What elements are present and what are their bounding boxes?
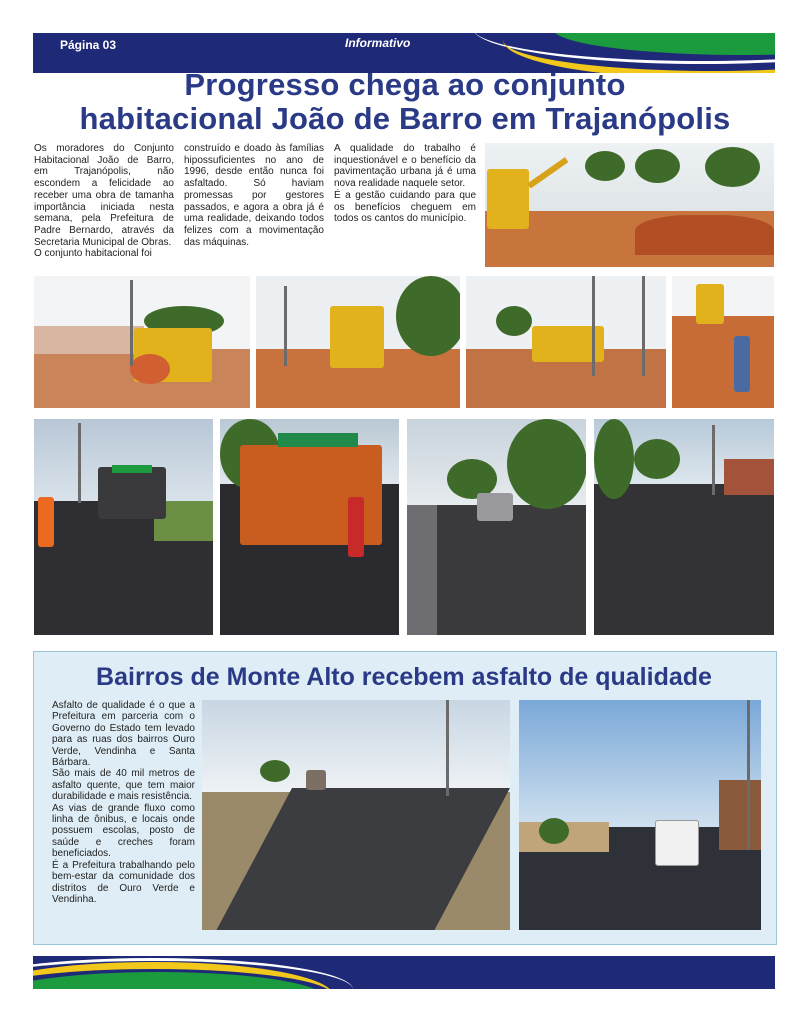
photo-paving-crew [34, 419, 213, 635]
photo-monte-alto-road [202, 700, 510, 930]
headline-line-1: Progresso chega ao conjunto [184, 67, 626, 102]
paragraph: A qualidade do trabalho é inquestionável e o benefício da pavimentação urbana já é uma nova realidade naquele setor. [334, 143, 476, 190]
photo-road-roller-on-asphalt [407, 419, 586, 635]
article-2-text [52, 700, 195, 905]
paragraph: É a Prefeitura trabalhando pelo bem-estar da comunidade dos distritos de Ouro Verde e Vendinha. [52, 859, 195, 905]
photo-truck-on-new-asphalt [519, 700, 761, 930]
photo-roller-compactor [34, 276, 250, 408]
paragraph: As vias de grande fluxo como linha de ônibus, e locais onde possuem escolas, posto de saúde e creches foram beneficiados. [52, 802, 195, 860]
article-column-2 [184, 143, 324, 248]
photo-loader-on-dirt-road [466, 276, 666, 408]
paragraph: O conjunto habitacional foi [34, 248, 152, 260]
photo-backhoe-excavation [485, 143, 774, 267]
section-title: Informativo [345, 36, 411, 50]
article-headline [30, 68, 780, 136]
paragraph: É a gestão cuidando para que os benefícios cheguem em todos os cantos do município. [334, 189, 476, 225]
article-2-headline: Bairros de Monte Alto recebem asfalto de qualidade [96, 663, 712, 691]
paragraph: São mais de 40 mil metros de asfalto quente, que tem maior durabilidade e mais resistência. [52, 768, 195, 803]
paragraph: construído e doado às famílias hipossuficientes no ano de 1996, desde então nunca foi asfaltado. Só haviam promessas por gestores passados, e agora a obra já é uma realidade, deixando todos felizes com a movimentação das máquinas. [184, 143, 324, 248]
photo-trench-digging [672, 276, 774, 408]
photo-asphalt-paver [220, 419, 399, 635]
photo-new-asphalt-street [594, 419, 774, 635]
article-column-3 [334, 143, 476, 225]
page-number: Página 03 [60, 38, 117, 52]
paragraph: Os moradores do Conjunto Habitacional João de Barro, em Trajanópolis, não escondem a felicidade ao receber uma obra de tamanha importância iniciada nesta semana, pela Prefeitura de Padre Bernardo, através da Secretaria Municipal de Obras. [34, 143, 174, 248]
footer-band [33, 956, 775, 989]
paragraph: Asfalto de qualidade é o que a Prefeitura em parceria com o Governo do Estado tem levado para as ruas dos bairros Ouro Verde, Vendinha e Santa Bárbara. [52, 700, 195, 769]
headline-line-2: habitacional João de Barro em Trajanópolis [79, 101, 731, 136]
article-column-1 [34, 143, 174, 260]
photo-motor-grader [256, 276, 460, 408]
